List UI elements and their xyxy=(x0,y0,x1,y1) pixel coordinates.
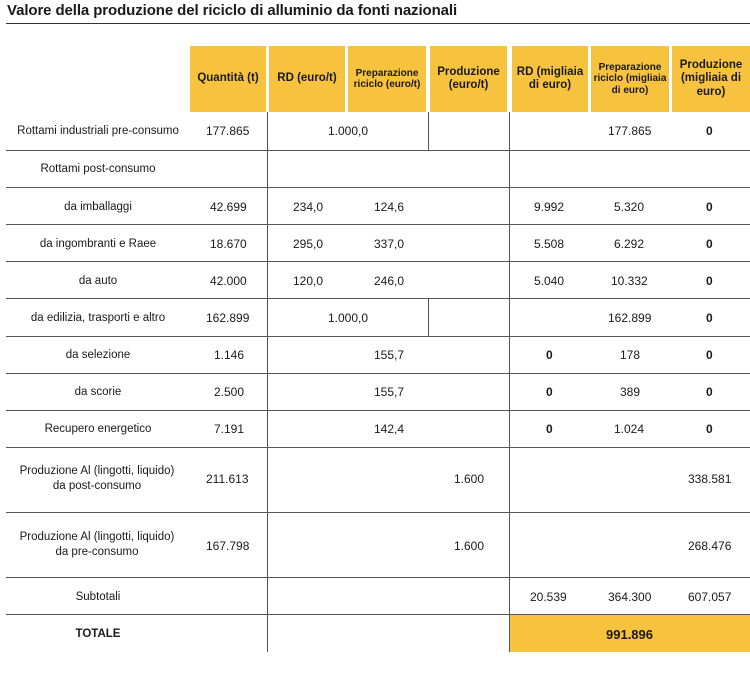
cell-prep-k: 6.292 xyxy=(614,237,645,251)
cell-quantita: 18.670 xyxy=(210,237,247,251)
row-rule xyxy=(6,336,750,337)
cell-prep: 155,7 xyxy=(374,385,405,399)
row-label: Rottami industriali pre-consumo xyxy=(17,125,179,137)
row-label: da auto xyxy=(78,275,118,287)
subtotal-prep-k: 364.300 xyxy=(608,590,652,604)
row-label: da selezione xyxy=(65,349,131,361)
cell-rd-k: 0 xyxy=(546,348,553,362)
row-rule xyxy=(6,577,750,578)
row-label: da ingombranti e Raee xyxy=(39,238,157,250)
cell-prod-k: 0 xyxy=(706,348,713,362)
cell-quantita: 211.613 xyxy=(206,472,249,486)
header-prep: Preparazione riciclo (euro/t) xyxy=(348,46,426,112)
cell-prep-k: 389 xyxy=(620,385,641,399)
cell-rd-k: 5.040 xyxy=(534,274,565,288)
header-rd: RD (euro/t) xyxy=(269,46,345,112)
row-label: da scorie xyxy=(74,386,122,398)
row-rule xyxy=(6,410,750,411)
header-quantita: Quantità (t) xyxy=(190,46,266,112)
total-value: 991.896 xyxy=(606,627,653,642)
row-label: Produzione Al (lingotti, liquido) da post-consumo xyxy=(19,465,175,492)
header-prep-k: Preparazione riciclo (migliaia di euro) xyxy=(591,46,669,112)
cell-rd-k: 0 xyxy=(546,422,553,436)
row-rule xyxy=(6,373,750,374)
cell-prod-k: 0 xyxy=(706,422,713,436)
cell-quantita: 42.000 xyxy=(210,274,247,288)
row-label: da edilizia, trasporti e altro xyxy=(30,312,166,324)
cell-prod-k: 0 xyxy=(706,311,713,325)
cell-quantita: 167.798 xyxy=(206,539,250,553)
cell-rd-k: 5.508 xyxy=(534,237,565,251)
cell-prod-k: 268.476 xyxy=(688,539,732,553)
row-rule xyxy=(6,150,750,151)
title-rule xyxy=(6,23,750,24)
cell-rd-k: 9.992 xyxy=(534,200,565,214)
row-rule xyxy=(6,447,750,448)
cell-prep-k: 10.332 xyxy=(611,274,648,288)
row-rule xyxy=(6,614,750,615)
row-rule xyxy=(6,187,750,188)
cell-rd: 120,0 xyxy=(293,274,324,288)
row-rule xyxy=(6,298,750,299)
cell-rd-k: 0 xyxy=(546,385,553,399)
subtotal-label: Subtotali xyxy=(75,591,121,603)
cell-prod-k: 0 xyxy=(706,237,713,251)
column-rule xyxy=(509,112,510,652)
column-rule xyxy=(267,112,268,652)
cell-prod-k: 0 xyxy=(706,274,713,288)
cell-rd-prep: 1.000,0 xyxy=(328,124,369,138)
cell-prod-k: 0 xyxy=(706,200,713,214)
row-label: da imballaggi xyxy=(64,201,132,213)
row-rule xyxy=(6,512,750,513)
cell-prep: 124,6 xyxy=(374,200,405,214)
cell-quantita: 177.865 xyxy=(206,124,250,138)
cell-prep: 246,0 xyxy=(374,274,405,288)
cell-prep-k: 177.865 xyxy=(608,124,652,138)
row-rule xyxy=(6,224,750,225)
cell-prod-k: 0 xyxy=(706,124,713,138)
cell-prep: 337,0 xyxy=(374,237,405,251)
cell-quantita: 1.146 xyxy=(214,348,245,362)
cell-prep-k: 5.320 xyxy=(614,200,645,214)
cell-rd: 295,0 xyxy=(293,237,324,251)
subtotal-rd-k: 20.539 xyxy=(530,590,567,604)
cell-prod-k: 338.581 xyxy=(688,472,732,486)
row-label: Rottami post-consumo xyxy=(40,163,156,175)
row-label: Produzione Al (lingotti, liquido) da pre-consumo xyxy=(19,531,175,558)
cell-quantita: 2.500 xyxy=(214,385,245,399)
column-rule xyxy=(428,112,429,150)
header-prod: Produzione (euro/t) xyxy=(430,46,507,112)
cell-prod: 1.600 xyxy=(454,472,485,486)
cell-prep-k: 1.024 xyxy=(614,422,645,436)
cell-prep-k: 162.899 xyxy=(608,311,652,325)
cell-prod-k: 0 xyxy=(706,385,713,399)
cell-quantita: 162.899 xyxy=(206,311,250,325)
row-label: Recupero energetico xyxy=(44,423,152,435)
cell-prep-k: 178 xyxy=(620,348,641,362)
cell-prod: 1.600 xyxy=(454,539,485,553)
cell-rd-prep: 1.000,0 xyxy=(328,311,369,325)
header-rd-k: RD (migliaia di euro) xyxy=(512,46,588,112)
cell-quantita: 42.699 xyxy=(210,200,247,214)
row-rule xyxy=(6,261,750,262)
header-prod-k: Produzione (migliaia di euro) xyxy=(672,46,750,112)
cell-prep: 142,4 xyxy=(374,422,405,436)
total-label: TOTALE xyxy=(75,628,121,640)
subtotal-prod-k: 607.057 xyxy=(688,590,732,604)
cell-rd: 234,0 xyxy=(293,200,324,214)
table-title: Valore della produzione del riciclo di alluminio da fonti nazionali xyxy=(7,2,458,19)
cell-prep: 155,7 xyxy=(374,348,405,362)
column-rule xyxy=(428,298,429,336)
cell-quantita: 7.191 xyxy=(214,422,245,436)
